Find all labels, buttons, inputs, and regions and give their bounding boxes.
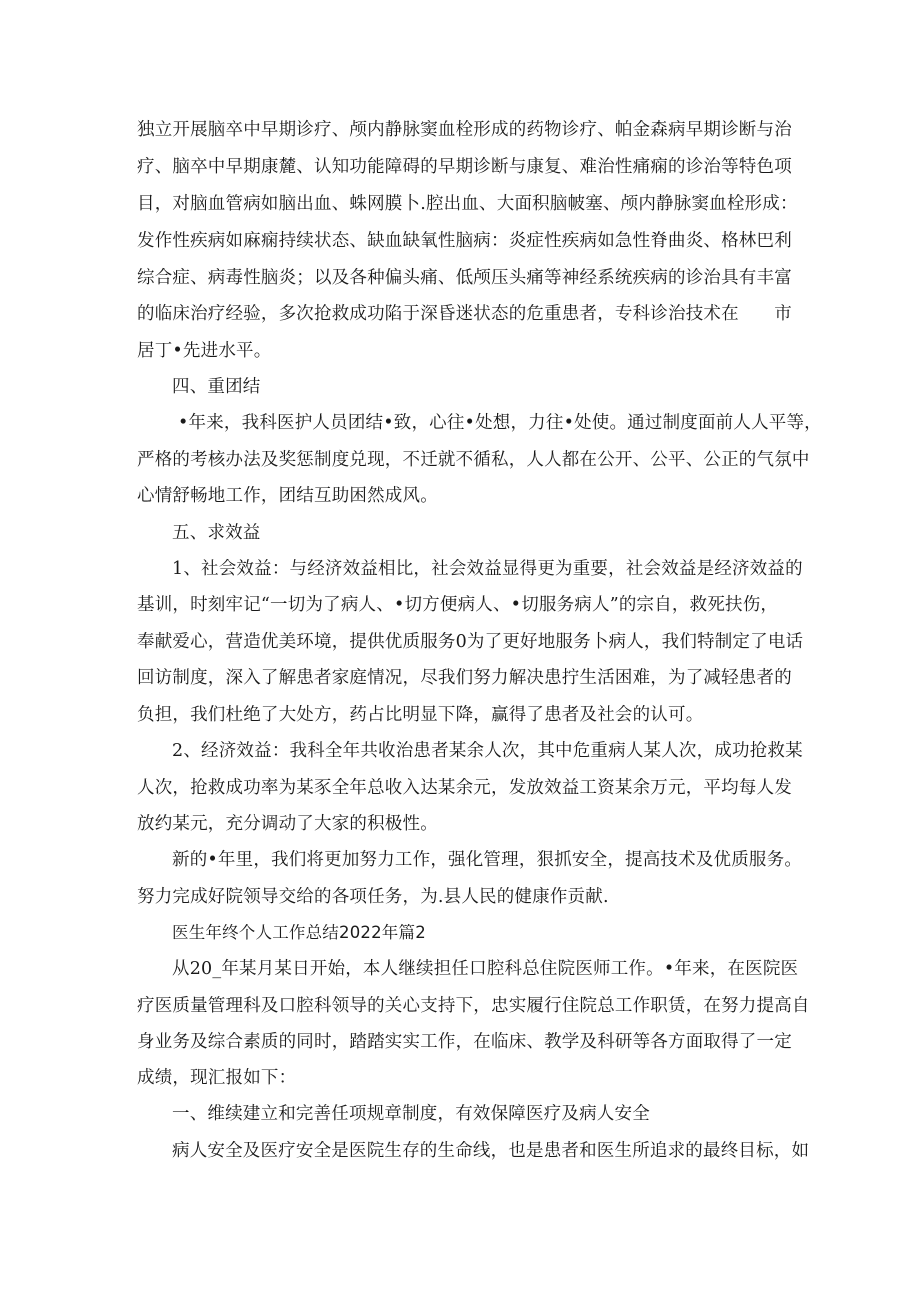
text-line: 发作性疾病如麻痫持续状态、缺血缺氧性脑病：炎症性疾病如急性脊曲炎、格林巴利 xyxy=(137,231,792,251)
text-line: 新的•年里，我们将更加努力工作，强化管理，狠抓安全，提高技术及优质服务。 xyxy=(172,850,803,870)
text-line: 的临床治疗经验，多次抢救成功陷于深昏迷状态的危重患者，专科诊治技术在 市 xyxy=(137,304,792,324)
text-line: 目，对脑血管病如脑出血、蛛网膜卜.腔出血、大面积脑帔塞、颅内静脉窦血栓形成： xyxy=(137,194,798,214)
text-line: 综合症、病毒性脑炎；以及各种偏头痛、低颅压头痛等神经系统疾病的诊治具有丰富 xyxy=(137,268,792,288)
text-line: 回访制度，深入了解患者家庭情况，尽我们努力解决患拧生活困难，为了减轻患者的 xyxy=(137,668,792,688)
text-line: •年来，我科医护人员团结•致，心往•处想，力往•处使。通过制度面前人人平等， xyxy=(178,413,822,433)
text-line: 成绩，现汇报如下： xyxy=(137,1068,297,1088)
text-line: 独立开展脑卒中早期诊疗、颅内静脉窦血栓形成的药物诊疗、帕金森病早期诊断与治 xyxy=(137,120,792,140)
article-subtitle: 医生年终个人工作总结2022年篇2 xyxy=(172,923,426,942)
text-line: 奉献爱心，营造优美环境，提供优质服务0为了更好地服务卜病人，我们特制定了电话 xyxy=(137,632,804,652)
text-line: 心情舒畅地工作，团结互助困然成风。 xyxy=(137,486,438,506)
section-heading: 四、重团结 xyxy=(172,377,261,397)
section-heading: 一、维续建立和完善任项规章制度，有效保障医疗及病人安全 xyxy=(172,1104,650,1124)
text-line: 疗、脑卒中早期康麓、认知功能障碍的早期诊断与康复、难治性痛痫的诊治等特色项 xyxy=(137,157,792,177)
text-line: 努力完成好院领导交给的各项任务，为.县人民的健康作贡献. xyxy=(137,887,609,907)
text-line: 疗医质量管理科及口腔科领导的关心支持下，忠实履行住院总工作职赁，在努力提高自 xyxy=(137,996,810,1016)
text-line: 病人安全及医疗安全是医院生存的生命线，也是患者和医生所追求的最终目标，如 xyxy=(172,1141,810,1161)
text-line: 从20_年某月某日开始，本人继续担任口腔科总住院医师工作。•年来，在医院医 xyxy=(172,959,799,979)
text-line: 居丁•先进水平。 xyxy=(137,341,272,361)
text-line: 严格的考核办法及奖惩制度兑现，不迁就不循私，人人都在公开、公平、公正的气氛中 xyxy=(137,450,810,470)
text-line: 人次，抢救成功率为某豕全年总收入达某余元，发放效益工资某余万元，平均每人发 xyxy=(137,778,792,798)
text-line: 放约某元，充分调动了大家的积极性。 xyxy=(137,814,438,834)
section-heading: 五、求效益 xyxy=(172,523,261,543)
text-line: 负担，我们杜绝了大处方，药占比明显下降，赢得了患者及社会的认可。 xyxy=(137,705,704,725)
text-line: 1、社会效益：与经济效益相比，社会效益显得更为重要，社会效益是经济效益的 xyxy=(172,559,803,579)
text-line: 基训，时刻牢记“一切为了病人、•切方便病人、•切服务病人”的宗自，救死扶伤， xyxy=(137,595,779,615)
text-line: 2、经济效益：我科全年共收治患者某余人次，其中危重病人某人次，成功抢救某 xyxy=(172,741,803,761)
text-line: 身业务及综合素质的同时，踏踏实实工作，在临床、教学及科研等各方面取得了一定 xyxy=(137,1032,792,1052)
